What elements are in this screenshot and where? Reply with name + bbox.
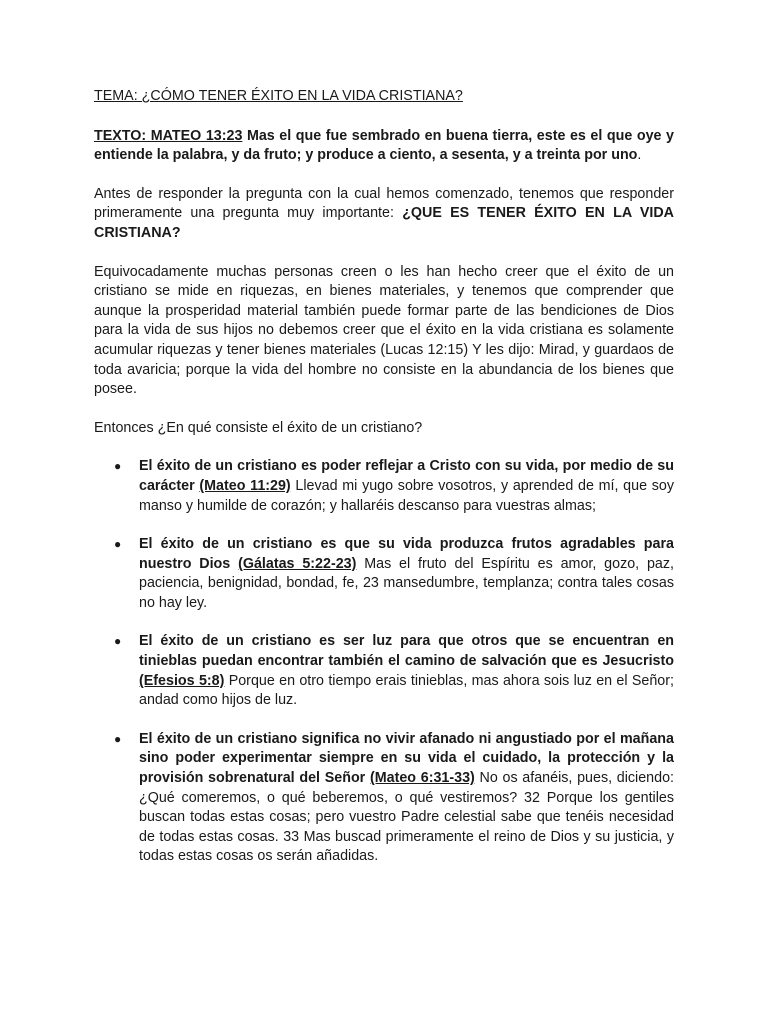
list-item bbox=[94, 730, 674, 867]
bullet-icon: ● bbox=[114, 634, 122, 649]
point-statement: El éxito de un cristiano es poder reflejar a Cristo con su vida, por medio de su carácter bbox=[139, 458, 674, 494]
key-verse-end: . bbox=[637, 147, 642, 164]
key-verse-text: Mas el que fue sembrado en buena tierra, este es el que oye y entiende la palabra, y da fruto; y produce a ciento, a sesenta, y a treinta por uno bbox=[94, 127, 674, 164]
intro-text: Antes de responder la pregunta con la cual hemos comenzado, tenemos que responder primeramente una pregunta muy importante: bbox=[94, 185, 674, 222]
point-statement: El éxito de un cristiano significa no vivir afanado ni angustiado por el mañana sino poder experimentar siempre en su vida el cuidado, la protección y la provisión sobrenatural del Señor bbox=[139, 730, 674, 787]
list-item bbox=[94, 632, 674, 710]
document-title bbox=[94, 87, 674, 107]
question-paragraph bbox=[94, 419, 674, 439]
point-reference: (Efesios 5:8) bbox=[139, 672, 225, 689]
point-verse: Llevad mi yugo sobre vosotros, y aprended de mí, que soy manso y humilde de corazón; y hallaréis descanso para vuestras almas; bbox=[139, 477, 675, 514]
title-text: TEMA: ¿CÓMO TENER ÉXITO EN LA VIDA CRISTIANA? bbox=[94, 88, 463, 104]
point-statement: El éxito de un cristiano es ser luz para que otros que se encuentran en tinieblas puedan encontrar también el camino de salvación que es Jesucristo bbox=[139, 633, 674, 670]
question-text: Entonces ¿En qué consiste el éxito de un cristiano? bbox=[94, 419, 423, 436]
point-reference: (Gálatas 5:22-23) bbox=[238, 555, 357, 572]
wealth-paragraph bbox=[94, 263, 674, 400]
intro-paragraph bbox=[94, 185, 674, 244]
list-item bbox=[94, 535, 674, 613]
bullet-icon: ● bbox=[114, 459, 122, 474]
intro-question: ¿QUE ES TENER ÉXITO EN LA VIDA CRISTIANA? bbox=[94, 205, 674, 241]
success-points-list bbox=[94, 457, 674, 867]
wealth-text: Equivocadamente muchas personas creen o les han hecho creer que el éxito de un cristiano se mide en riquezas, en bienes materiales, y tenemos que comprender que aunque la prosperidad material también puede formar parte de las bendiciones de Dios para la vida de sus hijos no debemos creer que el éxito en la vida cristiana es solamente acumular riquezas y tener bienes materiales (Lucas 12:15) Y les dijo: Mirad, y guardaos de toda avaricia; porque la vida del hombre no consiste en la abundancia de los bienes que posee. bbox=[94, 263, 674, 398]
point-verse: Porque en otro tiempo erais tinieblas, mas ahora sois luz en el Señor; andad como hijos de luz. bbox=[139, 672, 674, 709]
bullet-icon: ● bbox=[114, 537, 122, 552]
point-verse: No os afanéis, pues, diciendo: ¿Qué comeremos, o qué beberemos, o qué vestiremos? 32 Porque los gentiles buscan todas estas cosas; pero vuestro Padre celestial sabe que tenéis necesidad de todas estas cosas. 33 Mas buscad primeramente el reino de Dios y su justicia, y todas estas cosas os serán añadidas. bbox=[139, 770, 674, 865]
point-reference: (Mateo 11:29) bbox=[199, 477, 291, 494]
key-verse-paragraph bbox=[94, 127, 674, 166]
point-verse: Mas el fruto del Espíritu es amor, gozo, paz, paciencia, benignidad, bondad, fe, 23 mansedumbre, templanza; contra tales cosas no hay ley. bbox=[139, 555, 674, 611]
key-verse-reference: TEXTO: MATEO 13:23 bbox=[94, 127, 243, 144]
point-reference: (Mateo 6:31-33) bbox=[369, 770, 475, 787]
point-statement: El éxito de un cristiano es que su vida produzca frutos agradables para nuestro Dios bbox=[139, 536, 674, 572]
bullet-icon: ● bbox=[114, 731, 122, 746]
list-item bbox=[94, 457, 674, 516]
